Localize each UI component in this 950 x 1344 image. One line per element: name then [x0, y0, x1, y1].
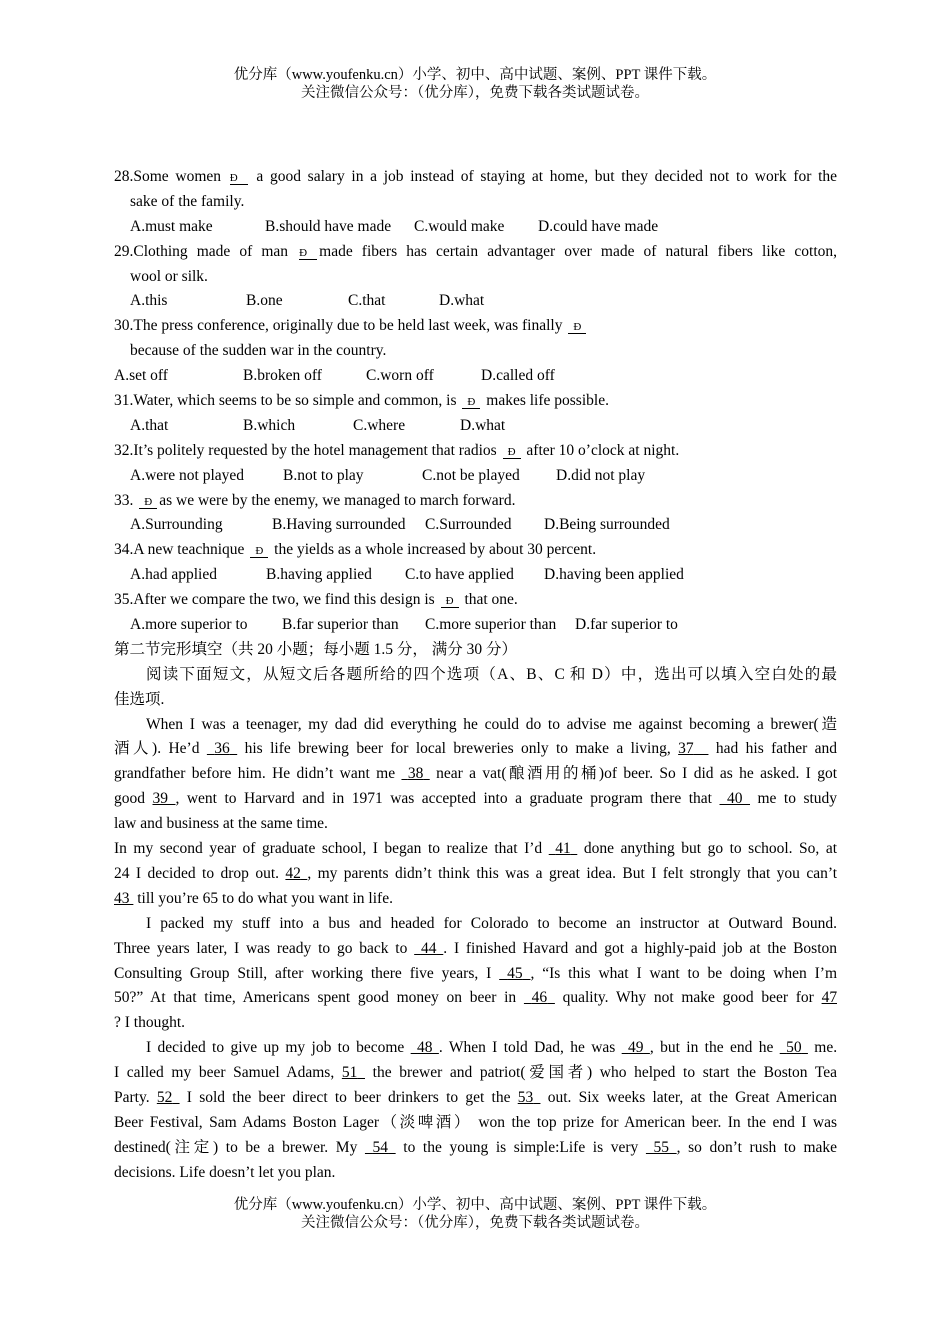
question-30	[114, 314, 837, 339]
blank-43	[114, 890, 133, 907]
option-c: C.to have applied	[405, 566, 514, 584]
blank-number: 37	[678, 740, 694, 758]
blank-mark: Đ	[299, 247, 317, 260]
blank-55	[646, 1139, 677, 1156]
option-a: A.that	[130, 416, 169, 434]
header-line-1: 优分库（www.youfenku.cn）小学、初中、高中试题、案例、PPT 课件下载。	[233, 67, 717, 83]
blank-mark: Đ	[139, 496, 157, 509]
passage-text: I sold the beer direct to beer drinkers to get the	[186, 1088, 511, 1106]
blank-44	[414, 940, 443, 957]
question-text: 30.The press conference, originally due to be held last week, was finally	[114, 317, 563, 335]
blank-50	[780, 1039, 808, 1056]
question-text: 35.After we compare the two, we find this design is	[114, 591, 435, 609]
passage-text: done anything but go to school. So, at	[583, 840, 837, 858]
blank-46	[524, 989, 555, 1006]
blank-number: 46	[531, 989, 548, 1007]
blank-number: 39	[152, 790, 168, 808]
question-29	[114, 240, 837, 265]
passage-line	[114, 1136, 837, 1161]
passage-text: I called my beer Samuel Adams,	[114, 1064, 335, 1082]
option-b: B.having applied	[266, 566, 372, 584]
blank-54	[365, 1139, 396, 1156]
option-c: C.would make	[414, 217, 505, 235]
option-d: D.having been applied	[544, 566, 684, 584]
passage-line	[114, 737, 837, 762]
blank-number: 42	[285, 864, 301, 882]
option-c: C.more superior than	[425, 616, 557, 634]
passage-text: had his father and	[715, 740, 837, 758]
passage-line	[114, 762, 837, 787]
question-28-options	[114, 215, 837, 240]
question-text: that one.	[464, 591, 518, 609]
passage-text: the brewer and patriot(爱国者) who helped to start the Boston Tea	[372, 1064, 837, 1082]
passage-line	[114, 962, 837, 987]
passage-text: me.	[814, 1039, 837, 1057]
blank-number: 49	[628, 1039, 644, 1057]
section-instruction: 阅读下面短文，从短文后各题所给的四个选项（A、B、C 和 D）中，选出可以填入空白处的最	[146, 665, 837, 683]
passage-text: , “Is this what I want to be doing when I’m	[530, 964, 837, 982]
passage-text: 酒人). He’d	[114, 740, 200, 758]
question-30-cont: because of the sudden war in the country.	[130, 342, 387, 360]
blank-number: 43	[114, 889, 130, 907]
blank-51	[342, 1064, 365, 1081]
option-a: A.had applied	[130, 566, 217, 584]
passage-line: When I was a teenager, my dad did everything he could do to advise me against becoming a brewer(造	[146, 715, 837, 733]
question-35-options	[114, 613, 837, 638]
passage-line: decisions. Life doesn’t let you plan.	[114, 1163, 336, 1181]
blank-number: 55	[653, 1138, 670, 1156]
question-33	[114, 489, 837, 514]
blank-number: 41	[555, 840, 571, 858]
option-d: D.Being surrounded	[544, 516, 670, 534]
blank-number: 51	[341, 1064, 358, 1082]
question-text: 33.	[114, 491, 134, 509]
passage-text: . I finished Havard and got a highly-paid job at the Boston	[443, 939, 837, 957]
question-text: made fibers has certain advantager over made of natural fibers like cotton,	[319, 242, 837, 260]
passage-text: grandfather before him. He didn’t want me	[114, 765, 396, 783]
passage-line	[114, 787, 837, 812]
question-29-cont: wool or silk.	[130, 267, 208, 285]
question-text: 29.Clothing made of man	[114, 242, 289, 260]
passage-line: Beer Festival, Sam Adams Boston Lager（淡啤酒） won the top prize for American beer. In the end I was	[114, 1113, 837, 1131]
option-c: C.not be played	[422, 466, 520, 484]
exam-content	[114, 165, 837, 1186]
passage-text: , so don’t rush to make	[676, 1138, 837, 1156]
question-29-options	[114, 289, 837, 314]
option-c: C.Surrounded	[425, 516, 512, 534]
blank-number: 45	[507, 964, 523, 982]
blank-48	[411, 1039, 439, 1056]
question-30-options	[114, 364, 837, 389]
option-a: A.this	[130, 292, 168, 310]
passage-line: ? I thought.	[114, 1014, 186, 1032]
blank-40	[720, 790, 751, 807]
question-text: 34.A new teachnique	[114, 541, 245, 559]
option-b: B.Having surrounded	[272, 516, 406, 534]
option-d: D.what	[439, 292, 485, 310]
passage-text: till you’re 65 to do what you want in life.	[137, 889, 393, 907]
option-b: B.broken off	[243, 367, 322, 385]
passage-text: destined(注定) to be a brewer. My	[114, 1138, 358, 1156]
option-a: A.must make	[130, 217, 213, 235]
option-c: C.that	[348, 292, 386, 310]
option-a: A.were not played	[130, 466, 245, 484]
blank-number: 53	[517, 1088, 534, 1106]
footer-line-1: 优分库（www.youfenku.cn）小学、初中、高中试题、案例、PPT 课件下载。	[233, 1197, 717, 1213]
option-d: D.could have made	[538, 217, 659, 235]
option-b: B.not to play	[283, 466, 364, 484]
question-text: the yields as a whole increased by about 30 percent.	[274, 541, 597, 559]
option-d: D.did not play	[556, 466, 646, 484]
question-32	[114, 439, 837, 464]
blank-mark: Đ	[462, 396, 480, 409]
footer-line-2: 关注微信公众号：（优分库），免费下载各类试题试卷。	[301, 1215, 649, 1231]
blank-number: 52	[156, 1088, 173, 1106]
passage-text: Consulting Group Still, after working there five years, I	[114, 964, 492, 982]
question-text: 32.It’s politely requested by the hotel management that radios	[114, 441, 497, 459]
blank-42	[285, 865, 307, 882]
question-35	[114, 588, 837, 613]
option-c: C.where	[353, 416, 406, 434]
blank-mark: Đ	[441, 595, 459, 608]
blank-mark: Đ	[230, 172, 248, 185]
section-instruction-cont: 佳选项.	[114, 690, 165, 708]
option-b: B.one	[246, 292, 283, 310]
blank-53	[518, 1089, 541, 1106]
passage-line	[114, 862, 837, 887]
option-b: B.should have made	[265, 217, 392, 235]
passage-text: In my second year of graduate school, I began to realize that I’d	[114, 840, 543, 858]
passage-line: I packed my stuff into a bus and headed for Colorado to become an instructor at Outward Bound.	[146, 914, 837, 932]
passage-line	[114, 1036, 837, 1061]
option-d: D.called off	[481, 367, 555, 385]
question-31-options	[114, 414, 837, 439]
question-text: 31.Water, which seems to be so simple and common, is	[114, 392, 457, 410]
question-text: 28.Some women	[114, 168, 222, 185]
blank-number: 44	[420, 939, 437, 957]
passage-text: quality. Why not make good beer for	[562, 989, 814, 1007]
blank-36	[207, 740, 237, 757]
passage-text: Party.	[114, 1088, 150, 1106]
passage-text: me to study	[757, 790, 837, 808]
passage-line	[114, 1086, 837, 1111]
blank-41	[549, 840, 578, 857]
option-d: D.far superior to	[575, 616, 678, 634]
blank-47: 47	[821, 989, 837, 1007]
blank-number: 50	[786, 1039, 802, 1057]
blank-52	[157, 1089, 180, 1106]
passage-line	[114, 937, 837, 962]
option-a: A.set off	[114, 367, 168, 385]
question-28	[114, 165, 837, 190]
blank-37	[678, 740, 708, 757]
question-31	[114, 389, 837, 414]
page-header	[0, 66, 950, 102]
question-34	[114, 538, 837, 563]
blank-39	[153, 790, 176, 807]
blank-49	[622, 1039, 650, 1056]
blank-45	[499, 965, 530, 982]
question-28-cont: sake of the family.	[130, 192, 245, 210]
passage-text: 50?” At that time, Americans spent good money on beer in	[114, 989, 517, 1007]
passage-line	[114, 1061, 837, 1086]
option-b: B.far superior than	[282, 616, 399, 634]
passage-text: to the young is simple:Life is very	[403, 1138, 639, 1156]
option-d: D.what	[460, 416, 506, 434]
section-title: 第二节完形填空（共 20 小题；每小题 1.5 分， 满分 30 分）	[114, 640, 518, 658]
passage-line: law and business at the same time.	[114, 815, 328, 833]
passage-line	[114, 887, 837, 912]
option-c: C.worn off	[366, 367, 434, 385]
question-text: as we were by the enemy, we managed to march forward.	[159, 491, 516, 509]
passage-line	[114, 986, 837, 1011]
passage-text: his life brewing beer for local breweries only to make a living,	[244, 740, 671, 758]
passage-text: Three years later, I was ready to go back to	[114, 939, 408, 957]
passage-text: , my parents didn’t think this was a great idea. But I felt strongly that you can’t	[307, 864, 837, 882]
blank-mark: Đ	[568, 321, 586, 334]
passage-text: , but in the end he	[649, 1039, 774, 1057]
option-a: A.more superior to	[130, 616, 248, 634]
option-b: B.which	[243, 416, 296, 434]
question-34-options	[114, 563, 837, 588]
header-line-2: 关注微信公众号：（优分库），免费下载各类试题试卷。	[301, 85, 649, 101]
passage-text: , went to Harvard and in 1971 was accepted into a graduate program there that	[175, 790, 712, 808]
passage-text: near a vat(酿酒用的桶)of beer. So I did as he asked. I got	[436, 765, 837, 783]
page-footer	[0, 1196, 950, 1232]
blank-number: 36	[214, 740, 230, 758]
passage-line	[114, 837, 837, 862]
passage-text: . When I told Dad, he was	[438, 1039, 616, 1057]
blank-number: 54	[372, 1138, 389, 1156]
question-text: a good salary in a job instead of staying at home, but they decided not to work for the	[256, 168, 837, 185]
passage-text: 24 I decided to drop out.	[114, 864, 280, 882]
question-32-options	[114, 464, 837, 489]
blank-mark: Đ	[503, 446, 521, 459]
question-33-options	[114, 513, 837, 538]
question-text: after 10 o’clock at night.	[526, 441, 680, 459]
blank-mark: Đ	[250, 545, 268, 558]
blank-38	[401, 765, 429, 782]
blank-number: 40	[727, 790, 743, 808]
blank-number: 48	[417, 1039, 433, 1057]
passage-text: out. Six weeks later, at the Great American	[547, 1088, 837, 1106]
blank-number: 38	[407, 765, 424, 783]
passage-text: good	[114, 790, 145, 808]
passage-text: I decided to give up my job to become	[146, 1039, 405, 1057]
question-text: makes life possible.	[486, 392, 609, 410]
option-a: A.Surrounding	[130, 516, 223, 534]
